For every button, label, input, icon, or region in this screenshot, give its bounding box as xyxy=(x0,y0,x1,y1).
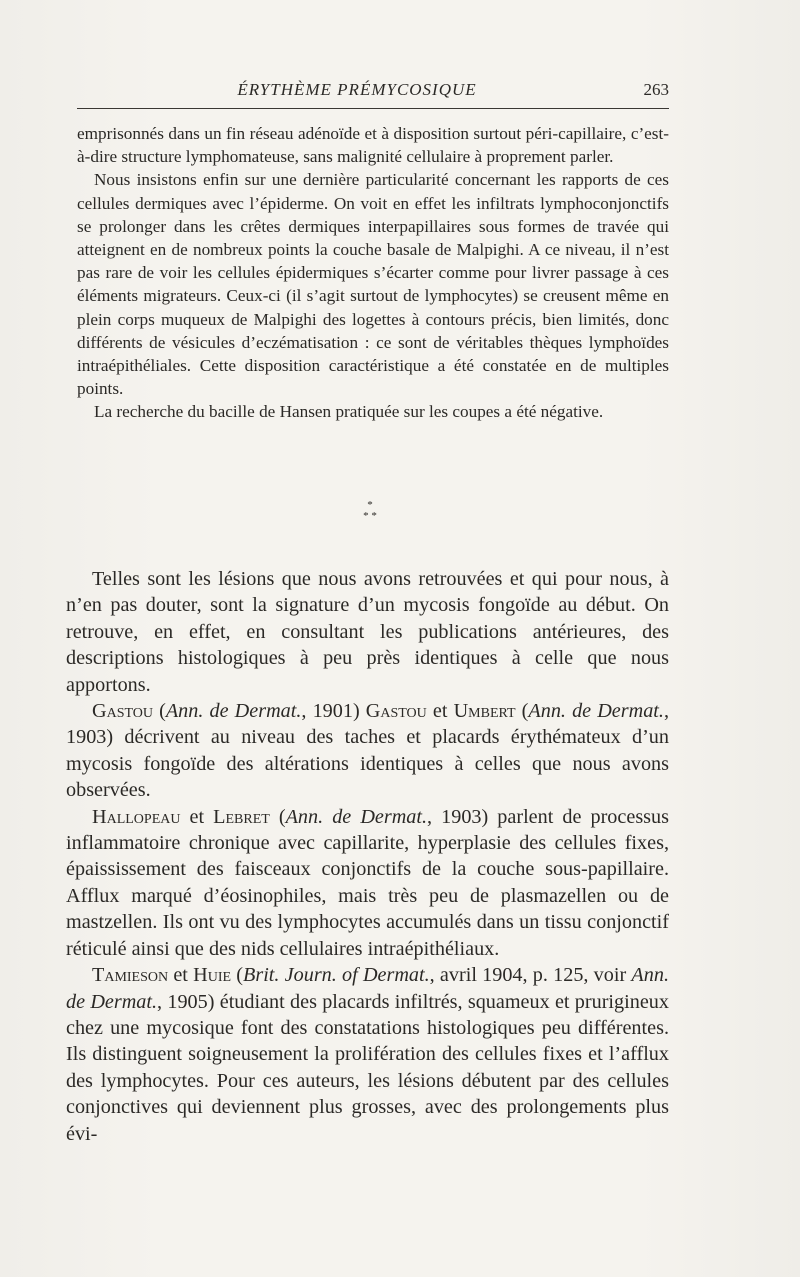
running-title: ÉRYTHÈME PRÉMYCOSIQUE xyxy=(237,80,477,99)
conjunction: et xyxy=(180,805,214,828)
author-umbert: Umbert xyxy=(453,700,516,723)
small-paragraph-3: La recherche du bacille de Hansen pratiquée sur les coupes a été négative. xyxy=(94,402,604,422)
journal-ref: Ann. de Dermat. xyxy=(285,805,428,828)
author-tamieson: Tamieson xyxy=(92,964,169,987)
ref-open: ( xyxy=(231,964,243,987)
ref-details: , avril 1904, p. 125, voir xyxy=(429,964,632,987)
author-hallopeau: Hallopeau xyxy=(92,805,181,828)
page-number: 263 xyxy=(643,80,669,99)
ref-open: ( xyxy=(269,805,286,828)
large-paragraph-1: Telles sont les lésions que nous avons retrouvées et qui pour nous, à n’en pas douter, sont la signature d’un mycosis fongoïde au début. On retrouve, en effet, en consultant les publications antérieures, des descriptions histologiques à peu près identiques à celle que nous apportons. xyxy=(66,568,669,696)
ref-open-2: ( xyxy=(515,700,529,723)
conjunction: et xyxy=(426,700,454,723)
section-separator xyxy=(340,500,400,522)
paragraph-text: , 1903) parlent de processus inflammatoire chronique avec capillarite, hyperplasie des cellules fixes, épaississement des faisceaux conjonctifs de la couche sous-papillaire. Afflux marqué d’éosinophiles, mais très peu de plasmazellen ou de mastzellen. Ils ont vu des lymphocytes accumulés dans un tissu conjonctif réticulé ainsi que des nids cellulaires intraépithéliaux. xyxy=(66,805,669,960)
journal-ref: Brit. Journ. of Dermat. xyxy=(243,964,430,987)
large-paragraph-2 xyxy=(66,698,669,804)
journal-ref: Ann. de Dermat. xyxy=(165,700,302,723)
paragraph-text: , 1903) décrivent au niveau des taches et placards érythémateux d’un mycosis fongoïde des altérations identiques à celles que nous avons observées. xyxy=(66,700,669,802)
author-huie: Huie xyxy=(193,964,232,987)
large-paragraph-4 xyxy=(66,962,669,1147)
large-paragraph-3 xyxy=(66,804,669,962)
header-rule xyxy=(77,108,669,109)
small-print-section xyxy=(77,122,669,424)
small-paragraph-1: emprisonnés dans un fin réseau adénoïde et à disposition surtout péri-capillaire, c’est-à-dire structure lymphomateuse, sans malignité cellulaire à proprement parler. xyxy=(77,124,669,167)
small-paragraph-2: Nous insistons enfin sur une dernière particularité concernant les rapports de ces cellules dermiques avec l’épiderme. On voit en effet les infiltrats lymphoconjonctifs se prolonger dans les crêtes dermiques interpapillaires sous formes de travée qui atteignent en de nombreux points la couche basale de Malpighi. A ce niveau, il n’est pas rare de voir les cellules épidermiques s’écarter comme pour livrer passage à ces éléments migrateurs. Ceux-ci (il s’agit surtout de lymphocytes) se creusent même en plein corps muqueux de Malpighi des logettes à contours précis, bien limités, donc différents de vésicules d’eczématisation : ce sont de véritables thèques lymphoïdes intraépithéliales. Cette disposition caractéristique a été constatée en de multiples points. xyxy=(77,170,669,399)
page-header xyxy=(77,80,669,104)
separator-bottom-stars: * * xyxy=(363,510,377,522)
conjunction: et xyxy=(168,964,194,987)
journal-ref-2: Ann. de Dermat. xyxy=(528,700,664,723)
journal-ref-2: Ann. de Dermat. xyxy=(66,964,669,1013)
main-text-section xyxy=(66,566,669,1147)
paragraph-text: , 1905) étudiant des placards infiltrés, squameux et prurigineux chez une mycosique font des constatations histologiques peu différentes. Ils distinguent soigneusement la prolifération des cellules fixes et l’afflux des lymphocytes. Pour ces auteurs, les lésions débutent par des cellules conjonctives qui deviennent plus grosses, avec des prolongements plus évi- xyxy=(66,990,669,1145)
ref-open: ( xyxy=(153,700,166,723)
author-gastou-2: Gastou xyxy=(365,700,427,723)
ref-year: , 1901) xyxy=(301,700,366,723)
author-lebret: Lebret xyxy=(213,805,270,828)
author-gastou: Gastou xyxy=(92,700,153,723)
separator-top-star: * xyxy=(367,499,373,511)
